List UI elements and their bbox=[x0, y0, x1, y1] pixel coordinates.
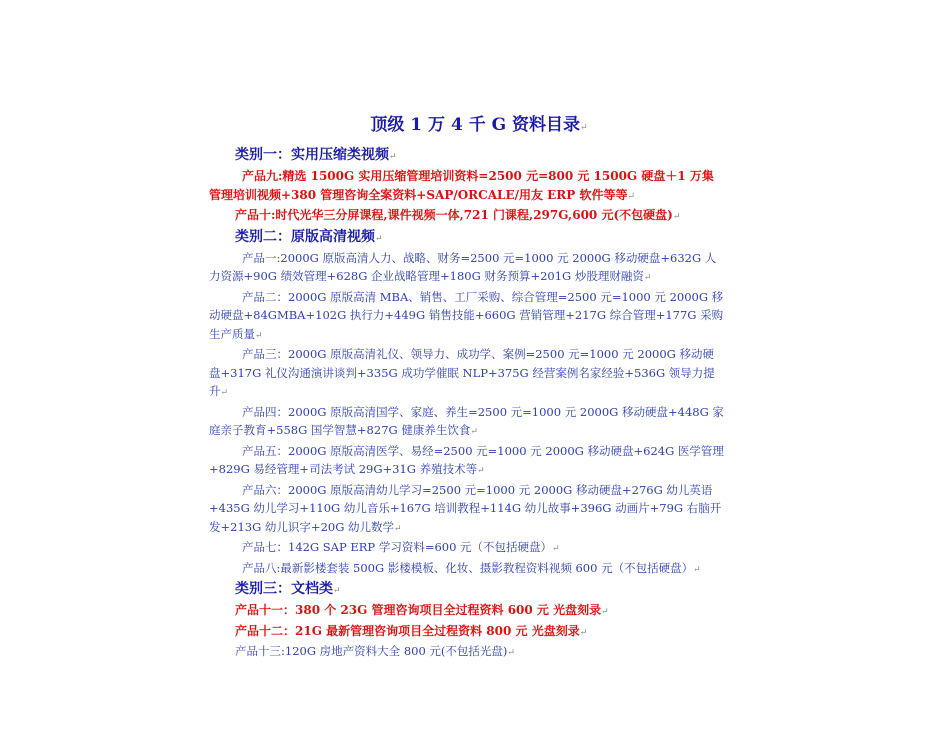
document-title: 顶级 1 万 4 千 G 资料目录↵ bbox=[370, 115, 588, 135]
product-item-5: 产品五：2000G 原版高清医学、易经=2500 元=1000 元 2000G 移动硬盘+624G 医学管理+829G 易经管理+司法考试 29G+31G 养殖技术等↵ bbox=[209, 443, 724, 476]
product-item-13: 产品十三:120G 房地产资料大全 800 元(不包括光盘)↵ bbox=[235, 644, 515, 658]
product-item-12: 产品十二：21G 最新管理咨询项目全过程资料 800 元 光盘刻录↵ bbox=[235, 623, 588, 638]
product-item-2: 产品二：2000G 原版高清 MBA、销售、工厂采购、综合管理=2500 元=1000 元 2000G 移动硬盘+84GMBA+102G 执行力+449G 销售技能+660G 营销管理+217G 综合管理+177G 采购生产质量↵ bbox=[209, 289, 724, 341]
product-item-11: 产品十一：380 个 23G 管理咨询项目全过程资料 600 元 光盘刻录↵ bbox=[235, 603, 609, 617]
product-item-6: 产品六：2000G 原版高清幼儿学习=2500 元=1000 元 2000G 移动硬盘+276G 幼儿英语+435G 幼儿学习+110G 幼儿音乐+167G 培训教程+114G 幼儿故事+396G 动画片+79G 右脑开发+213G 幼儿识字+20G 幼儿数学↵ bbox=[209, 482, 722, 534]
category-heading-1: 类别一：实用压缩类视频↵ bbox=[235, 147, 397, 163]
document-page bbox=[209, 112, 724, 663]
product-item-4: 产品四：2000G 原版高清国学、家庭、养生=2500 元=1000 元 2000G 移动硬盘+448G 家庭亲子教育+558G 国学智慧+827G 健康养生饮食↵ bbox=[209, 404, 724, 437]
product-item-7: 产品七：142G SAP ERP 学习资料=600 元（不包括硬盘）↵ bbox=[242, 540, 560, 554]
category-heading-2: 类别二：原版高清视频↵ bbox=[235, 228, 383, 245]
category-heading-3: 类别三：文档类↵ bbox=[235, 581, 341, 597]
product-item-3: 产品三：2000G 原版高清礼仪、领导力、成功学、案例=2500 元=1000 元 2000G 移动硬盘+317G 礼仪沟通演讲谈判+335G 成功学催眠 NLP+375G 经营案例名家经验+536G 领导力提升↵ bbox=[209, 347, 715, 398]
product-item-1: 产品一:2000G 原版高清人力、战略、财务=2500 元=1000 元 2000G 移动硬盘+632G 人力资源+90G 绩效管理+628G 企业战略管理+180G 财务预算+201G 炒股理财融资↵ bbox=[209, 250, 717, 283]
product-item-9: 产品九:精选 1500G 实用压缩管理培训资料=2500 元=800 元 1500G 硬盘＋1 万集管理培训视频+380 管理咨询全案资料+SAP/ORCALE/用友 ERP 软件等等↵ bbox=[209, 169, 714, 202]
product-item-8: 产品八:最新影楼套装 500G 影楼模板、化妆、摄影教程资料视频 600 元（不包括硬盘）↵ bbox=[242, 560, 701, 575]
product-item-10: 产品十:时代光华三分屏课程,课件视频一体,721 门课程,297G,600 元(不包硬盘)↵ bbox=[235, 208, 681, 222]
